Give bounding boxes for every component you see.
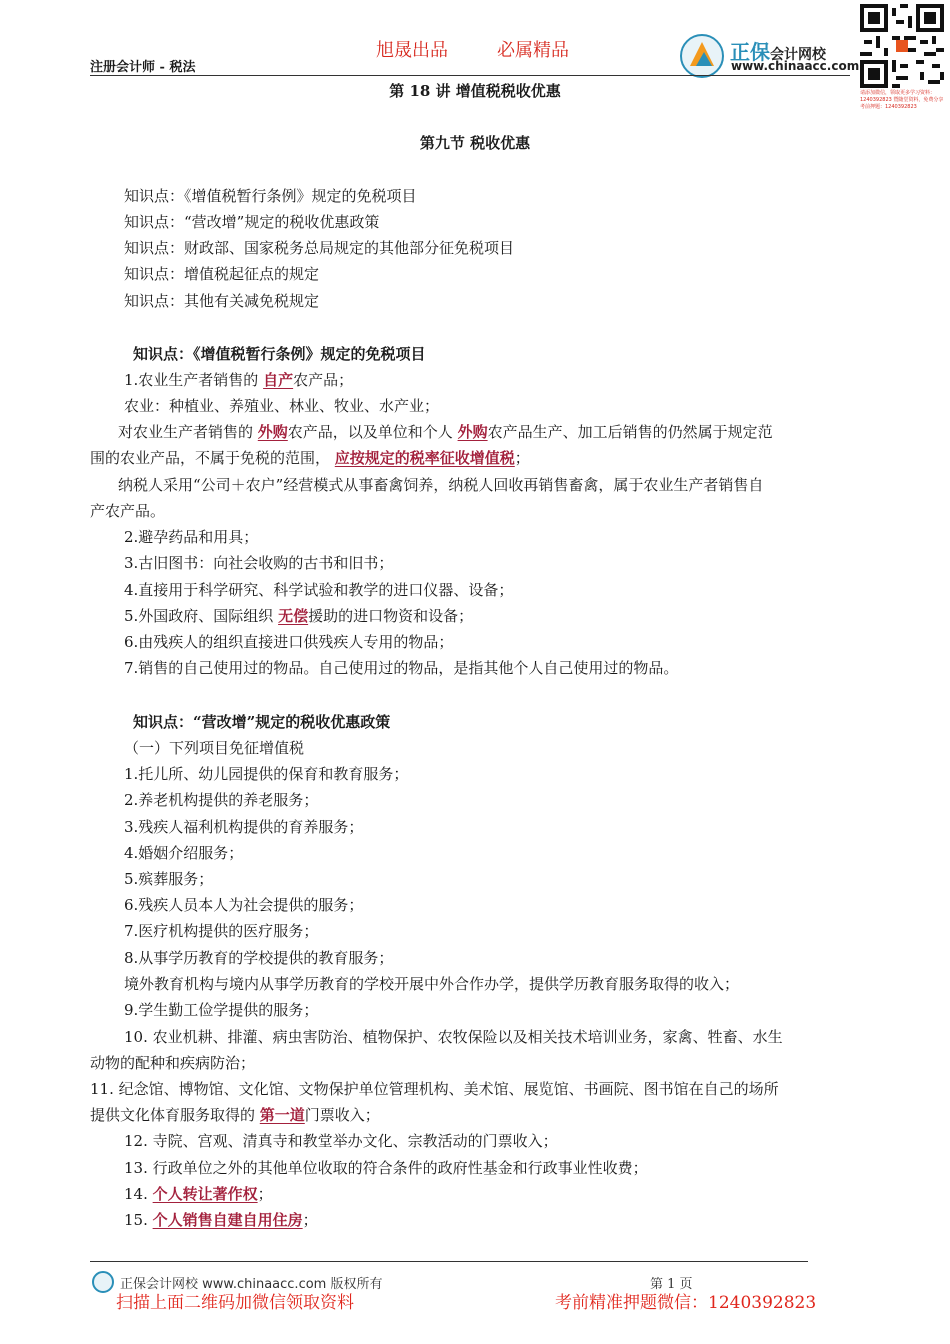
slogan-right: 必属精品: [497, 40, 569, 61]
kp1-item-4: 4.直接用于科学研究、科学试验和教学的进口仪器、设备；: [124, 581, 514, 599]
highlight-term: 个人转让著作权: [152, 1185, 258, 1203]
kp1-item-6: 6.由残疾人的组织直接进口供残疾人专用的物品；: [124, 633, 454, 651]
brand-logo-mark-inner-icon: [696, 52, 712, 66]
qr-code-icon: [860, 4, 944, 88]
kp1-item-7: 7.销售的自己使用过的物品。自己使用过的物品，是指其他个人自己使用过的物品。: [124, 659, 679, 677]
kp2-item: 6.残疾人员本人为社会提供的服务；: [124, 896, 364, 914]
kp2-item: 3.残疾人福利机构提供的育养服务；: [124, 818, 364, 836]
highlight-term: 应按规定的税率征收增值税: [334, 449, 515, 467]
kp2-item-10-line-2: 动物的配种和疾病防治；: [90, 1054, 256, 1072]
toc-item: 知识点：“营改增”规定的税收优惠政策: [124, 213, 380, 231]
kp1-item-2: 2.避孕药品和用具；: [124, 528, 259, 546]
kp2-subheading: （一）下列项目免征增值税: [124, 739, 305, 757]
kp2-item-13: 13. 行政单位之外的其他单位收取的符合条件的政府性基金和行政事业性收费；: [124, 1159, 648, 1177]
footer-copyright: 正保会计网校 www.chinaacc.com 版权所有: [120, 1277, 383, 1292]
highlight-term: 自产: [263, 371, 294, 389]
kp2-item: 2.养老机构提供的养老服务；: [124, 791, 319, 809]
highlight-term: 外购: [457, 423, 488, 441]
kp1-heading: 知识点：《增值税暂行条例》规定的免税项目: [133, 345, 426, 363]
kp1-agri-definition: 农业：种植业、养殖业、林业、牧业、水产业；: [124, 397, 440, 415]
kp1-paragraph-2-line-1: 纳税人采用“公司＋农户”经营模式从事畜禽饲养，纳税人回收再销售畜禽，属于农业生产者销售自: [118, 476, 764, 494]
kp1-item-3: 3.古旧图书：向社会收购的古书和旧书；: [124, 554, 394, 572]
header-divider: [90, 75, 850, 76]
kp2-item: 9.学生勤工俭学提供的服务；: [124, 1001, 319, 1019]
kp1-paragraph-2-line-2: 产农产品。: [90, 502, 166, 520]
kp2-item-11-line-2: 提供文化体育服务取得的 第一道门票收入；: [90, 1106, 380, 1124]
lecture-title: 第 18 讲 增值税税收优惠: [389, 82, 561, 100]
kp2-item: 8.从事学历教育的学校提供的教育服务；: [124, 949, 394, 967]
kp2-item-14: 14. 个人转让著作权；: [124, 1185, 273, 1203]
footer-logo-icon: [92, 1271, 114, 1293]
page-number: 第 1 页: [650, 1277, 693, 1292]
kp2-item: 7.医疗机构提供的医疗服务；: [124, 922, 319, 940]
brand-name: 正保会计网校: [730, 40, 826, 64]
brand-url: www.chinaacc.com: [731, 59, 860, 73]
toc-item: 知识点：财政部、国家税务总局规定的其他部分征免税项目: [124, 239, 515, 257]
kp2-item-11-line-1: 11. 纪念馆、博物馆、文化馆、文物保护单位管理机构、美术馆、展览馆、书画院、图书馆在自己的场所: [90, 1080, 779, 1098]
promo-left: 扫描上面二维码加微信领取资料: [116, 1293, 354, 1313]
kp1-item-1: 1.农业生产者销售的 自产农产品；: [124, 371, 354, 389]
promo-right: 考前精准押题微信：1240392823: [555, 1293, 817, 1313]
toc-item: 知识点：增值税起征点的规定: [124, 265, 320, 283]
kp2-heading: 知识点：“营改增”规定的税收优惠政策: [133, 713, 391, 731]
kp2-item-12: 12. 寺院、宫观、清真寺和教堂举办文化、宗教活动的门票收入；: [124, 1132, 558, 1150]
kp1-paragraph-1-line-1: 对农业生产者销售的 外购农产品，以及单位和个人 外购农产品生产、加工后销售的仍然属于规定范: [118, 423, 773, 441]
kp2-item-15: 15. 个人销售自建自用住房；: [124, 1211, 318, 1229]
kp1-paragraph-1-line-2: 围的农业产品，不属于免税的范围， 应按规定的税率征收增值税；: [90, 449, 530, 467]
kp2-item-note: 境外教育机构与境内从事学历教育的学校开展中外合作办学，提供学历教育服务取得的收入；: [124, 975, 740, 993]
section-title: 第九节 税收优惠: [419, 134, 531, 152]
footer-divider: [90, 1261, 808, 1262]
slogan-left: 旭晟出品: [376, 40, 448, 61]
course-name: 注册会计师 - 税法: [90, 60, 196, 75]
kp2-item-10-line-1: 10. 农业机耕、排灌、病虫害防治、植物保护、农牧保险以及相关技术培训业务，家禽、牲畜、水生: [124, 1028, 783, 1046]
toc-item: 知识点：《增值税暂行条例》规定的免税项目: [124, 187, 417, 205]
kp1-item-5: 5.外国政府、国际组织 无偿援助的进口物资和设备；: [124, 607, 474, 625]
kp2-item: 1.托儿所、幼儿园提供的保育和教育服务；: [124, 765, 409, 783]
highlight-term: 无偿: [278, 607, 309, 625]
kp2-item: 4.婚姻介绍服务；: [124, 844, 244, 862]
kp2-item: 5.殡葬服务；: [124, 870, 214, 888]
highlight-term: 外购: [257, 423, 288, 441]
highlight-term: 个人销售自建自用住房: [152, 1211, 303, 1229]
highlight-term: 第一道: [259, 1106, 305, 1124]
toc-item: 知识点：其他有关减免税规定: [124, 292, 320, 310]
qr-caption: 请添加微信，领取更多学习资料：1240392823 暨随堂资料，免费分享考前押题：1240392823: [860, 90, 944, 110]
